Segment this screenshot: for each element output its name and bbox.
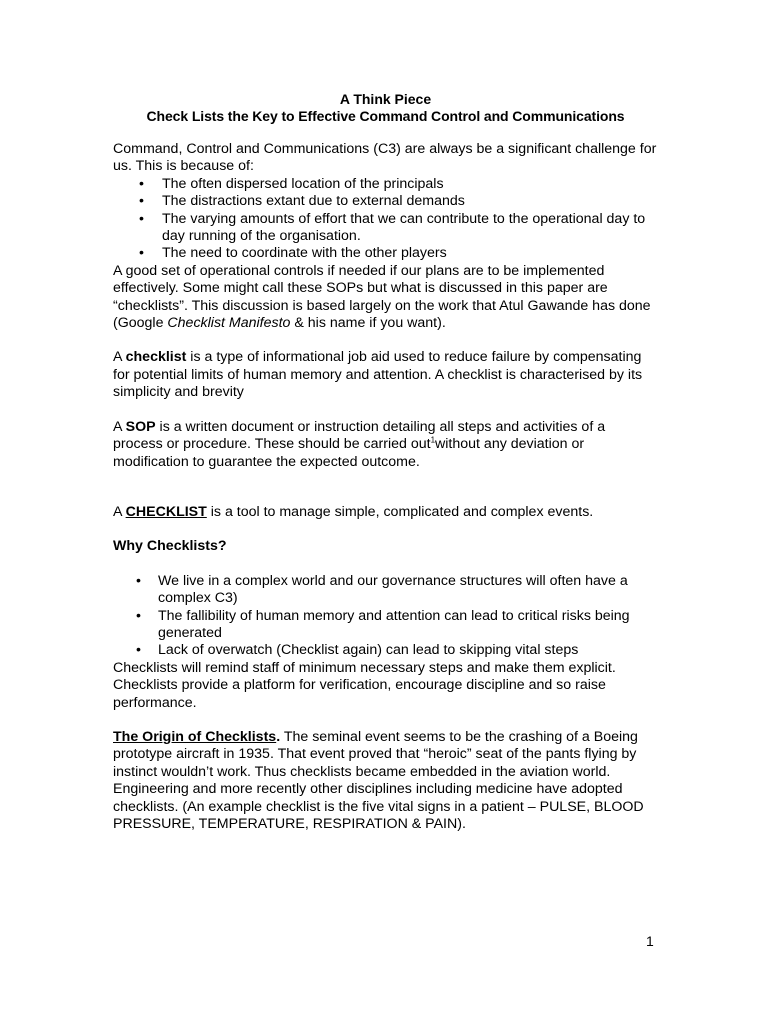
origin-heading: The Origin of Checklists	[113, 728, 277, 745]
sop-definition: A SOP is a written document or instruction detailing all steps and activities of a process or procedure. These should be carried out$^1$without any deviation or modification to guarantee the expected outcome.	[113, 418, 606, 470]
list-item: • The need to coordinate with the other players	[113, 245, 658, 262]
list-item: • The often dispersed location of the principals	[113, 176, 658, 193]
intro-bullet-list	[113, 176, 658, 263]
list-item: • Lack of overwatch (Checklist again) can lead to skipping vital steps	[113, 642, 658, 659]
doc-subtitle: Check Lists the Key to Effective Command Control and Communications	[146, 108, 625, 124]
why-bullet-list	[113, 573, 658, 660]
controls-paragraph: A good set of operational controls if needed if our plans are to be implemented effectively. Some might call these SOPs but what is discussed in this paper are “checklists”. This discussion is based largely on the work that Atul Gawande has done (Google Checklist Manifesto & his name if you want).	[113, 262, 651, 332]
remind-paragraph: Checklists will remind staff of minimum necessary steps and make them explicit. Checklists provide a platform for verification, encourage discipline and so raise performance.	[113, 659, 616, 711]
book-title: Checklist Manifesto	[167, 315, 291, 332]
term-checklist-caps: CHECKLIST	[125, 503, 207, 520]
term-checklist: checklist	[125, 349, 187, 366]
footnote-marker[interactable]: 1	[430, 435, 436, 445]
list-item: • The distractions extant due to external demands	[113, 193, 658, 210]
page-number: 1	[646, 933, 654, 949]
why-checklists-heading: Why Checklists?	[113, 538, 227, 555]
term-sop: SOP	[125, 418, 156, 435]
intro-paragraph: Command, Control and Communications (C3) are always be a significant challenge for us. This is because of:	[113, 141, 657, 175]
list-item: • The fallibility of human memory and attention can lead to critical risks being generated	[113, 608, 658, 643]
checklist-tool-paragraph: A CHECKLIST is a tool to manage simple, complicated and complex events.	[113, 503, 594, 520]
list-item: • The varying amounts of effort that we can contribute to the operational day to day running of the organisation.	[113, 211, 658, 246]
doc-title: A Think Piece	[339, 91, 432, 107]
checklist-definition: A checklist is a type of informational job aid used to reduce failure by compensating for potential limits of human memory and attention. A checklist is characterised by its simplicity and brevity	[113, 349, 643, 401]
document-body	[113, 91, 658, 833]
origin-paragraph: The Origin of Checklists. The seminal event seems to be the crashing of a Boeing prototype aircraft in 1935. That event proved that “heroic” seat of the pants flying by instinct wouldn’t work. Thus checklists became embedded in the aviation world. Engineering and more recently other disciplines including medicine have adopted checklists. (An example checklist is the five vital signs in a patient – PULSE, BLOOD PRESSURE, TEMPERATURE, RESPIRATION & PAIN).	[113, 728, 644, 832]
list-item: • We live in a complex world and our governance structures will often have a complex C3)	[113, 573, 658, 608]
